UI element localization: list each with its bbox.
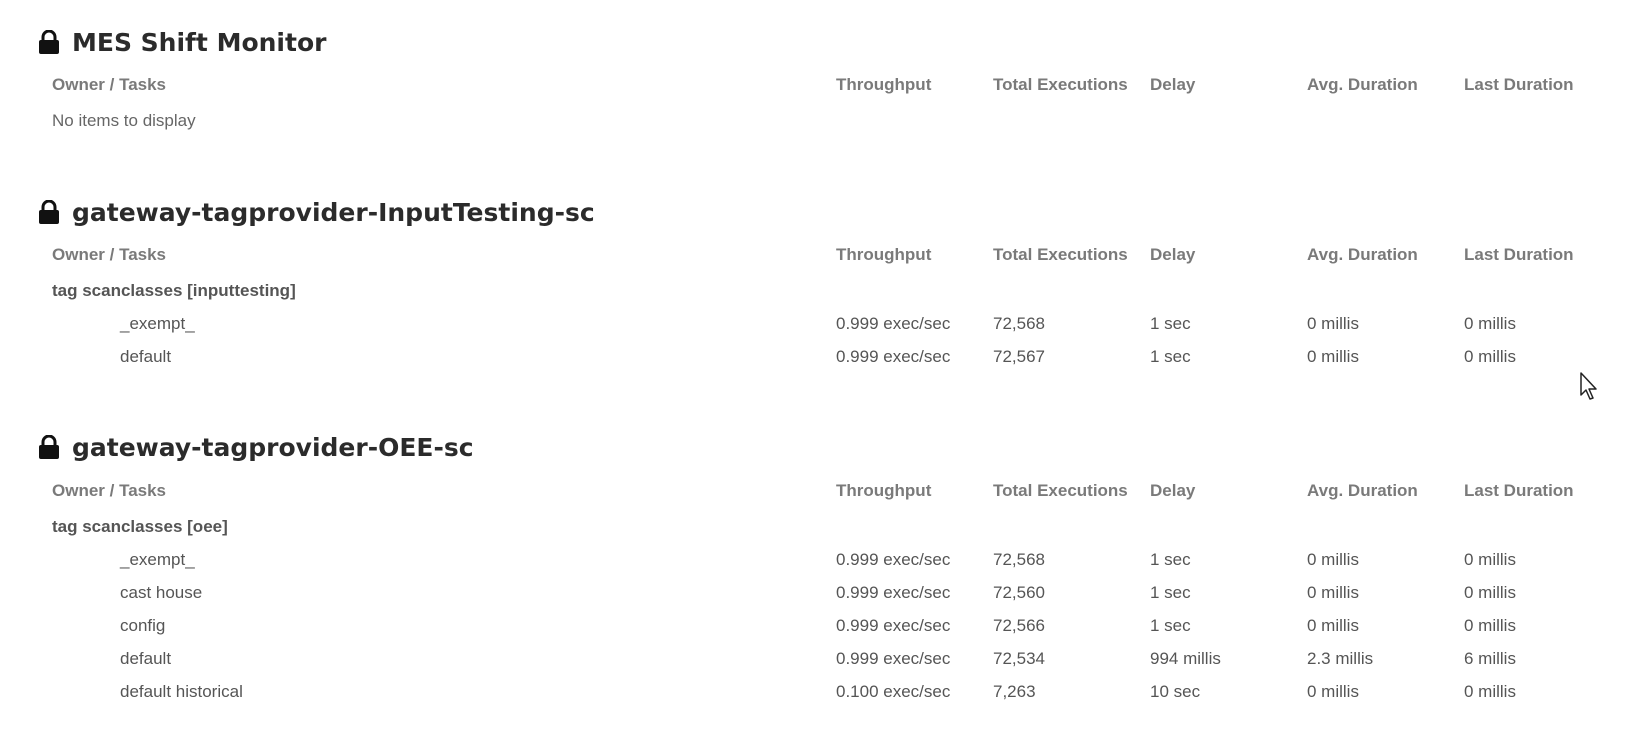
delay-value: 10 sec [1150,682,1201,701]
throughput-value: 0.100 exec/sec [836,682,951,701]
header-avg-duration[interactable]: Avg. Duration [1307,245,1418,264]
empty-message [0,111,1632,135]
last-duration-value: 0 millis [1464,347,1516,366]
header-owner-tasks[interactable]: Owner / Tasks [52,481,167,500]
last-duration-value: 0 millis [1464,616,1516,635]
header-throughput[interactable]: Throughput [836,75,932,94]
table-row[interactable] [0,550,1632,574]
throughput-value: 0.999 exec/sec [836,347,951,366]
total-executions-value: 72,568 [993,550,1045,569]
task-name: default [120,347,172,366]
last-duration-value: 6 millis [1464,649,1516,668]
column-headers [0,245,1632,269]
owner-group-name: tag scanclasses [oee] [52,517,228,536]
total-executions-value: 72,560 [993,583,1045,602]
owner-group-name: tag scanclasses [inputtesting] [52,281,296,300]
column-headers [0,75,1632,99]
avg-duration-value: 0 millis [1307,682,1359,701]
table-row[interactable] [0,616,1632,640]
delay-value: 994 millis [1150,649,1221,668]
header-throughput[interactable]: Throughput [836,245,932,264]
header-owner-tasks[interactable]: Owner / Tasks [52,245,167,264]
header-last-duration[interactable]: Last Duration [1464,245,1574,264]
lock-icon [38,30,60,54]
table-row[interactable] [0,583,1632,607]
last-duration-value: 0 millis [1464,682,1516,701]
delay-value: 1 sec [1150,583,1191,602]
header-delay[interactable]: Delay [1150,75,1196,94]
table-row[interactable] [0,347,1632,371]
avg-duration-value: 0 millis [1307,583,1359,602]
owner-group-row[interactable] [0,517,1632,541]
avg-duration-value: 0 millis [1307,314,1359,333]
throughput-value: 0.999 exec/sec [836,649,951,668]
header-throughput[interactable]: Throughput [836,481,932,500]
table-row[interactable] [0,682,1632,706]
total-executions-value: 72,568 [993,314,1045,333]
section-title-text: MES Shift Monitor [72,27,327,57]
header-total-executions[interactable]: Total Executions [993,245,1128,264]
section-title [38,192,595,232]
table-row[interactable] [0,649,1632,673]
total-executions-value: 72,566 [993,616,1045,635]
section-title-text: gateway-tagprovider-InputTesting-sc [72,197,595,227]
table-row[interactable] [0,314,1632,338]
throughput-value: 0.999 exec/sec [836,314,951,333]
last-duration-value: 0 millis [1464,550,1516,569]
last-duration-value: 0 millis [1464,314,1516,333]
avg-duration-value: 2.3 millis [1307,649,1374,668]
section-title [38,22,326,62]
task-name: default historical [120,682,243,701]
header-delay[interactable]: Delay [1150,245,1196,264]
header-avg-duration[interactable]: Avg. Duration [1307,481,1418,500]
lock-icon [38,200,60,224]
avg-duration-value: 0 millis [1307,347,1359,366]
column-headers [0,481,1632,505]
task-name: config [120,616,166,635]
delay-value: 1 sec [1150,347,1191,366]
empty-message-text: No items to display [52,111,196,130]
task-name: _exempt_ [120,314,195,333]
task-name: cast house [120,583,203,602]
section-title-text: gateway-tagprovider-OEE-sc [72,432,474,462]
throughput-value: 0.999 exec/sec [836,616,951,635]
throughput-value: 0.999 exec/sec [836,583,951,602]
task-name: default [120,649,172,668]
avg-duration-value: 0 millis [1307,616,1359,635]
header-owner-tasks[interactable]: Owner / Tasks [52,75,167,94]
total-executions-value: 72,567 [993,347,1045,366]
header-avg-duration[interactable]: Avg. Duration [1307,75,1418,94]
header-total-executions[interactable]: Total Executions [993,75,1128,94]
mouse-cursor-icon [1580,372,1600,402]
delay-value: 1 sec [1150,314,1191,333]
last-duration-value: 0 millis [1464,583,1516,602]
total-executions-value: 72,534 [993,649,1045,668]
header-delay[interactable]: Delay [1150,481,1196,500]
header-last-duration[interactable]: Last Duration [1464,481,1574,500]
section-title [38,427,474,467]
lock-icon [38,435,60,459]
delay-value: 1 sec [1150,550,1191,569]
task-name: _exempt_ [120,550,195,569]
header-last-duration[interactable]: Last Duration [1464,75,1574,94]
delay-value: 1 sec [1150,616,1191,635]
throughput-value: 0.999 exec/sec [836,550,951,569]
avg-duration-value: 0 millis [1307,550,1359,569]
owner-group-row[interactable] [0,281,1632,305]
total-executions-value: 7,263 [993,682,1036,701]
header-total-executions[interactable]: Total Executions [993,481,1128,500]
